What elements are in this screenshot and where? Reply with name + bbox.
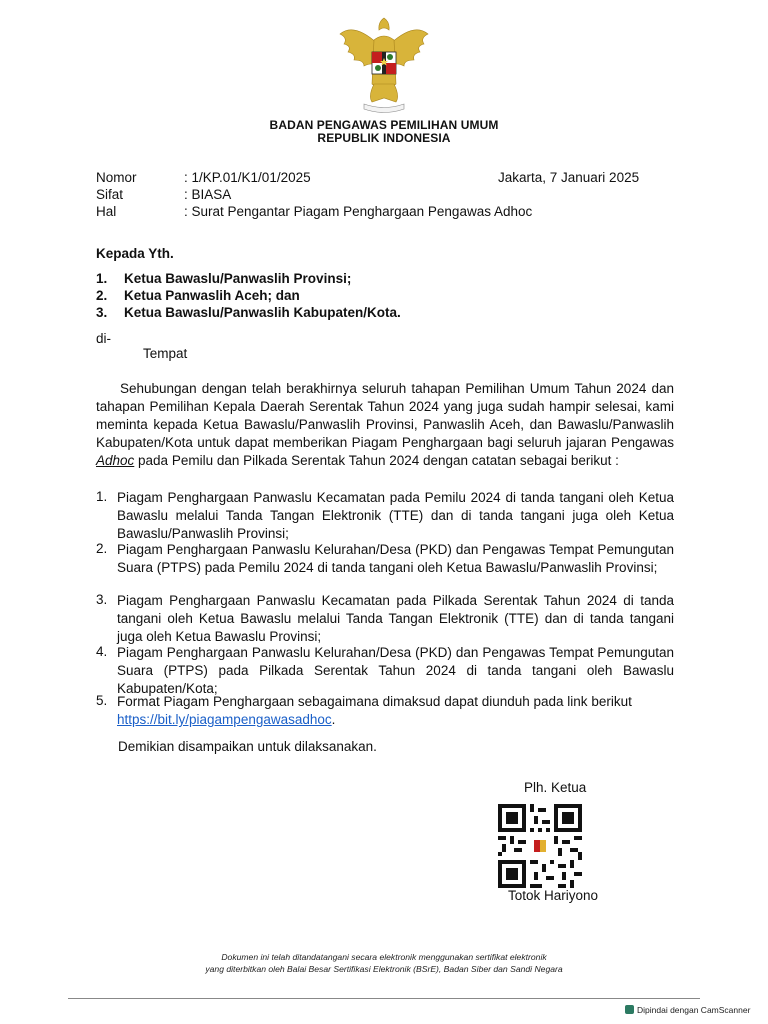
scanner-watermark bbox=[625, 1005, 750, 1015]
download-link[interactable]: https://bit.ly/piagampengawasadhoc bbox=[117, 712, 332, 727]
signatory-name: Totok Hariyono bbox=[508, 888, 599, 903]
point-text: Piagam Penghargaan Panwaslu Kelurahan/Desa (PKD) dan Pengawas Tempat Pemungutan Suara (PTPS) pada Pemilu 2024 di tanda tangani oleh Ketua Bawaslu/Panwaslih Provinsi; bbox=[117, 542, 674, 575]
scanner-text: Dipindai dengan CamScanner bbox=[637, 1005, 751, 1015]
org-name-line1: BADAN PENGAWAS PEMILIHAN UMUM bbox=[269, 118, 499, 132]
point-number: 2. bbox=[96, 541, 108, 556]
footer-disclaimer-line2: yang diterbitkan oleh Balai Besar Sertifikasi Elektronik (BSrE), Badan Siber dan Sandi Negara bbox=[205, 964, 563, 974]
footer-disclaimer-line1: Dokumen ini telah ditandatangani secara elektronik menggunakan sertifikat elektronik bbox=[221, 952, 547, 962]
signature-title: Plh. Ketua bbox=[524, 780, 587, 795]
hal-value: : Surat Pengantar Piagam Penghargaan Pengawas Adhoc bbox=[184, 204, 533, 219]
org-name-line2: REPUBLIK INDONESIA bbox=[317, 131, 451, 145]
link-suffix: . bbox=[331, 712, 336, 727]
recipient-item: Ketua Bawaslu/Panwaslih Provinsi; bbox=[124, 271, 352, 286]
point-number: 4. bbox=[96, 644, 108, 659]
garuda-emblem-icon bbox=[334, 14, 434, 116]
point-number: 1. bbox=[96, 489, 108, 504]
recipient-di: di- bbox=[96, 331, 112, 346]
intro-text: Sehubungan dengan telah berakhirnya seluruh tahapan Pemilihan Umum Tahun 2024 dan tahapan Pemilihan Kepala Daerah Serentak Tahun 2024 yang juga sudah hampir selesai, kami meminta kepada Ketua Bawaslu/Panwaslih Provinsi, Panwaslih Aceh, dan Bawaslu/Panwaslih Kabupaten/Kota untuk dapat memberikan Piagam Penghargaan bagi seluruh jajaran Pengawas bbox=[96, 381, 674, 450]
recipient-item: Ketua Panwaslih Aceh; dan bbox=[124, 288, 300, 303]
point-text: Piagam Penghargaan Panwaslu Kecamatan pada Pemilu 2024 di tanda tangani oleh Ketua Bawaslu melalui Tanda Tangan Elektronik (TTE) dan di tanda tangani juga oleh Ketua Bawaslu/Panwaslih Provinsi; bbox=[117, 490, 674, 541]
point-text: Piagam Penghargaan Panwaslu Kelurahan/Desa (PKD) dan Pengawas Tempat Pemungutan Suara (PTPS) pada Pilkada Serentak Tahun 2024 di tanda tangani oleh Bawaslu Kabupaten/Kota; bbox=[117, 645, 674, 696]
intro-text-end: pada Pemilu dan Pilkada Serentak Tahun 2024 dengan catatan sebagai berikut : bbox=[134, 453, 619, 468]
hal-label: Hal bbox=[96, 204, 117, 219]
nomor-value: : 1/KP.01/K1/01/2025 bbox=[184, 170, 311, 185]
intro-emphasis: Adhoc bbox=[96, 453, 135, 468]
point-number: 3. bbox=[96, 592, 108, 607]
point-text: Piagam Penghargaan Panwaslu Kecamatan pada Pilkada Serentak Tahun 2024 di tanda tangani oleh Ketua Bawaslu melalui Tanda Tangan Elektronik (TTE) dan di tanda tangani juga oleh Ketua Bawaslu Provinsi; bbox=[117, 593, 674, 644]
nomor-label: Nomor bbox=[96, 170, 137, 185]
closing-sentence: Demikian disampaikan untuk dilaksanakan. bbox=[118, 739, 377, 754]
sifat-value: : BIASA bbox=[184, 187, 232, 202]
camscanner-icon bbox=[625, 1005, 634, 1014]
signature-qr-code bbox=[498, 804, 582, 888]
point-text-content: Format Piagam Penghargaan sebagaimana dimaksud dapat diunduh pada link berikut bbox=[117, 694, 632, 709]
recipient-item: Ketua Bawaslu/Panwaslih Kabupaten/Kota. bbox=[124, 305, 401, 320]
letter-date: Jakarta, 7 Januari 2025 bbox=[498, 170, 640, 185]
footer-divider bbox=[68, 998, 700, 999]
recipient-heading: Kepada Yth. bbox=[96, 246, 174, 261]
intro-paragraph bbox=[96, 380, 674, 470]
recipient-tempat: Tempat bbox=[143, 346, 188, 361]
sifat-label: Sifat bbox=[96, 187, 124, 202]
recipient-number: 2. bbox=[96, 288, 108, 303]
recipient-number: 3. bbox=[96, 305, 108, 320]
point-text bbox=[117, 693, 674, 729]
point-number: 5. bbox=[96, 693, 108, 708]
recipient-number: 1. bbox=[96, 271, 108, 286]
